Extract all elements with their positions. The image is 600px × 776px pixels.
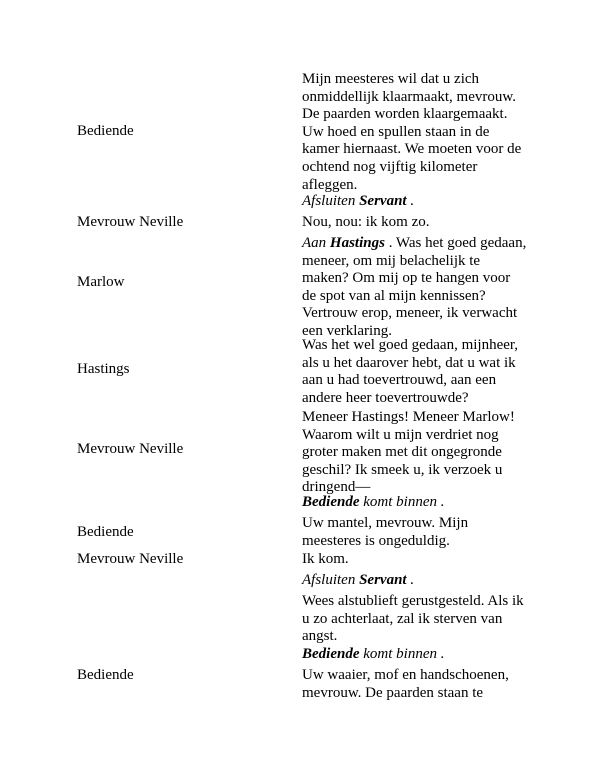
- speech-line: aan u had toevertrouwd, aan een: [302, 372, 497, 389]
- speech-line: meesteres is ongeduldig.: [302, 532, 450, 549]
- speech-line: geschil? Ik smeek u, ik verzoek u: [302, 461, 503, 478]
- speaker-name: Marlow: [77, 274, 125, 290]
- speech-line: kamer hiernaast. We moeten voor de: [302, 141, 522, 158]
- speech-text: [302, 593, 534, 646]
- speech-text: [302, 667, 534, 702]
- script-page: Bediende Mijn meesteres wil dat u zich onmiddellijk klaarmaakt, mevrouw. De paarden worden klaargemaakt. Uw hoed en spullen staan in de kamer hiernaast. We moeten voor de ochtend nog vijftig kilometer afleggen. Afsluiten Servant . Mevrouw Neville Nou, nou: ik kom zo. Marlow Aan Hastings . Was het goed gedaan, meneer, om mij belachelijk te maken? Om mij op te hangen voor de spot van al mijn kennissen? Vertrouw erop, meneer, ik verwacht een verklaring. Hastings Was het wel goed gedaan, mijnheer, als u het daarover hebt, dat u wat ik aan u had toevertrouwd, aan een andere heer toevertrouwde? Mevrouw Neville Meneer Hastings! Meneer Marlow! Waarom wilt u mijn verdriet nog groter maken met dit ongegronde geschil? Ik smeek u, ik verzoek u dringend— Bediende komt binnen . Bediende Uw mantel, mevrouw. Mijn meesteres is ongeduldig. Mevrouw Neville Ik kom. Afsluiten Servant . Wees alstublieft gerustgesteld. Als ik u zo achterlaat, zal ik sterven van angst. Bediende komt binnen . Bediende Uw waaier, mof en handschoenen, mevrouw. De paarden staan te: [0, 0, 600, 776]
- speaker-name: Bediende: [77, 667, 134, 683]
- speech-line: Vertrouw erop, meneer, ik verwacht: [302, 305, 518, 322]
- speech-line: De paarden worden klaargemaakt.: [302, 106, 508, 123]
- speech-text: [302, 337, 534, 407]
- speaker-name: Mevrouw Neville: [77, 441, 184, 457]
- speech-text: [302, 409, 534, 497]
- speech-line: meneer, om mij belachelijk te: [302, 252, 481, 269]
- speaker-name: Bediende: [77, 123, 134, 139]
- speech-line: andere heer toevertrouwde?: [302, 389, 469, 406]
- speech-text: [302, 515, 534, 550]
- speech-line: Waarom wilt u mijn verdriet nog: [302, 426, 499, 443]
- speech-line: Uw waaier, mof en handschoenen,: [302, 667, 509, 683]
- speech-line: maken? Om mij op te hangen voor: [302, 270, 511, 287]
- speech-line: mevrouw. De paarden staan te: [302, 684, 484, 701]
- speech-line: de spot van al mijn kennissen?: [302, 287, 486, 304]
- direction-character: Servant: [359, 193, 407, 209]
- speaker-name: Bediende: [77, 524, 134, 540]
- speech-line: afleggen.: [302, 176, 358, 193]
- speech-line: een verklaring.: [302, 322, 392, 339]
- speech-line: Aan Hastings . Was het goed gedaan,: [302, 235, 527, 251]
- speaker-name: Mevrouw Neville: [77, 214, 184, 230]
- speech-text: [302, 71, 534, 194]
- speech-line: dringend—: [302, 479, 371, 496]
- speech-line: Uw hoed en spullen staan in de: [302, 123, 490, 140]
- speech-line: Uw mantel, mevrouw. Mijn: [302, 515, 469, 531]
- speech-line: angst.: [302, 628, 338, 645]
- speech-line: groter maken met dit ongegronde: [302, 444, 502, 461]
- speech-line: Wees alstublieft gerustgesteld. Als ik: [302, 593, 524, 609]
- direction-character: Bediende: [302, 494, 360, 510]
- speech-text: [302, 235, 534, 341]
- speaker-name: Hastings: [77, 361, 130, 377]
- speaker-name: Mevrouw Neville: [77, 551, 184, 567]
- speech-line: Meneer Hastings! Meneer Marlow!: [302, 409, 515, 425]
- direction-character: Bediende: [302, 646, 360, 662]
- speech-line: Ik kom.: [302, 551, 349, 567]
- speech-text: [302, 551, 534, 569]
- speech-line: onmiddellijk klaarmaakt, mevrouw.: [302, 88, 516, 105]
- speech-line: ochtend nog vijftig kilometer: [302, 158, 478, 175]
- speech-line: Was het wel goed gedaan, mijnheer,: [302, 337, 519, 353]
- speech-text: [302, 214, 534, 232]
- speech-line: Mijn meesteres wil dat u zich: [302, 71, 480, 87]
- speech-line: u zo achterlaat, zal ik sterven van: [302, 610, 503, 627]
- speech-line: Nou, nou: ik kom zo.: [302, 214, 430, 230]
- direction-character: Hastings: [329, 235, 385, 251]
- speech-line: als u het daarover hebt, dat u wat ik: [302, 354, 516, 371]
- direction-character: Servant: [359, 572, 407, 588]
